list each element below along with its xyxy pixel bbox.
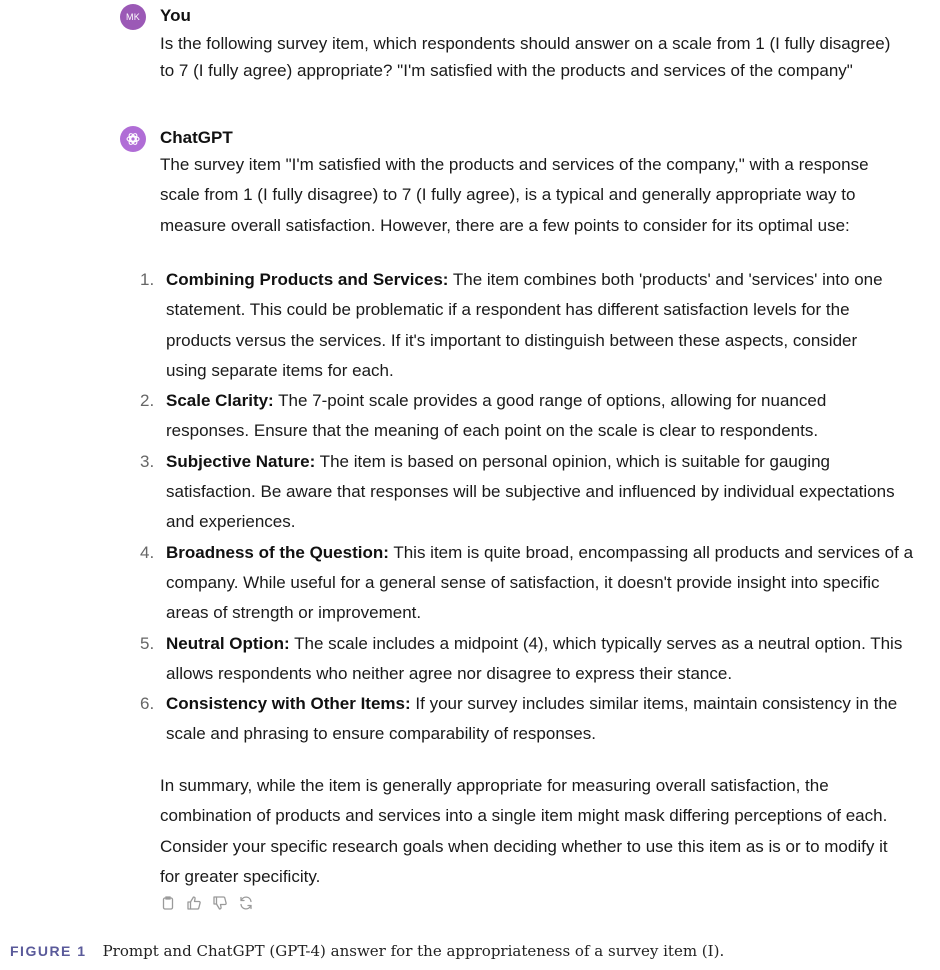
user-avatar <box>120 4 146 30</box>
point-text: The item combines both 'products' and 'services' into one <box>448 270 883 289</box>
user-message-line: Is the following survey item, which respondents should answer on a scale from 1 (I fully disagree) <box>160 34 891 53</box>
list-item <box>140 447 930 538</box>
figure-caption-text: Prompt and ChatGPT (GPT-4) answer for the appropriateness of a survey item (I). <box>102 942 725 960</box>
point-text: The item is based on personal opinion, which is suitable for gauging <box>315 451 830 471</box>
regenerate-icon[interactable] <box>238 895 254 911</box>
list-number: 5. <box>140 633 155 653</box>
copy-icon[interactable] <box>160 895 176 911</box>
assistant-intro-line: scale from 1 (I fully disagree) to 7 (I fully agree), is a typical and generally appropriate way to <box>160 185 856 205</box>
point-text: areas of strength or improvement. <box>166 603 422 623</box>
figure-label: FIGURE 1 <box>10 943 87 959</box>
thumbs-down-icon[interactable] <box>212 895 228 911</box>
message-actions <box>160 895 254 911</box>
thumbs-up-icon[interactable] <box>186 895 202 911</box>
user-message <box>160 30 890 84</box>
point-text: This item is quite broad, encompassing all products and services of a <box>388 542 914 562</box>
point-title: Scale Clarity: <box>166 391 274 411</box>
point-text: satisfaction. Be aware that responses will be subjective and influenced by individual expectations <box>166 482 895 502</box>
list-number: 3. <box>140 451 155 471</box>
point-text: allows respondents who neither agree nor disagree to express their stance. <box>166 663 733 683</box>
point-text: responses. Ensure that the meaning of each point on the scale is clear to respondents. <box>166 421 819 441</box>
list-number: 2. <box>140 391 155 411</box>
point-title: Subjective Nature: <box>166 451 316 471</box>
chatgpt-name: ChatGPT <box>160 128 233 147</box>
considerations-list <box>140 265 930 750</box>
point-text: If your survey includes similar items, maintain consistency in the <box>410 694 898 714</box>
chatgpt-avatar <box>120 126 146 152</box>
assistant-intro-line: The survey item "I'm satisfied with the products and services of the company," with a response <box>160 155 869 174</box>
point-text: company. While useful for a general sense of satisfaction, it doesn't provide insight into specific <box>166 572 880 592</box>
assistant-summary <box>160 771 888 892</box>
list-item <box>140 265 930 386</box>
user-message-line: to 7 (I fully agree) appropriate? "I'm satisfied with the products and services of the company" <box>160 61 853 80</box>
list-number: 1. <box>140 270 155 289</box>
list-number: 6. <box>140 694 155 714</box>
point-title: Consistency with Other Items: <box>166 694 411 714</box>
summary-line: combination of products and services into a single item might mask differing perceptions of each. <box>160 806 888 826</box>
point-title: Neutral Option: <box>166 633 290 653</box>
point-text: The scale includes a midpoint (4), which typically serves as a neutral option. This <box>289 633 903 653</box>
list-item <box>140 629 930 690</box>
summary-line: In summary, while the item is generally appropriate for measuring overall satisfaction, the <box>160 776 829 795</box>
user-name: You <box>160 6 191 25</box>
point-title: Combining Products and Services: <box>166 270 449 289</box>
list-item <box>140 386 930 447</box>
openai-logo-icon <box>125 131 141 147</box>
point-text: using separate items for each. <box>166 360 394 380</box>
point-text: The 7-point scale provides a good range of options, allowing for nuanced <box>273 391 827 411</box>
point-text: scale and phrasing to ensure comparability of responses. <box>166 724 596 744</box>
summary-line: Consider your specific research goals when deciding whether to use this item as is or to modify it <box>160 836 888 856</box>
list-item <box>140 538 930 629</box>
list-item <box>140 689 930 750</box>
point-text: and experiences. <box>166 512 296 532</box>
assistant-intro <box>160 150 869 241</box>
assistant-intro-line: measure overall satisfaction. However, there are a few points to consider for its optimal use: <box>160 215 850 235</box>
point-text: statement. This could be problematic if a respondent has different satisfaction levels for the <box>166 300 850 320</box>
list-number: 4. <box>140 542 155 562</box>
figure-caption <box>10 942 724 960</box>
point-title: Broadness of the Question: <box>166 542 389 562</box>
point-text: products versus the services. If it's important to distinguish between these aspects, consider <box>166 330 858 350</box>
summary-line: for greater specificity. <box>160 866 321 886</box>
user-avatar-initials: MK <box>125 12 141 22</box>
